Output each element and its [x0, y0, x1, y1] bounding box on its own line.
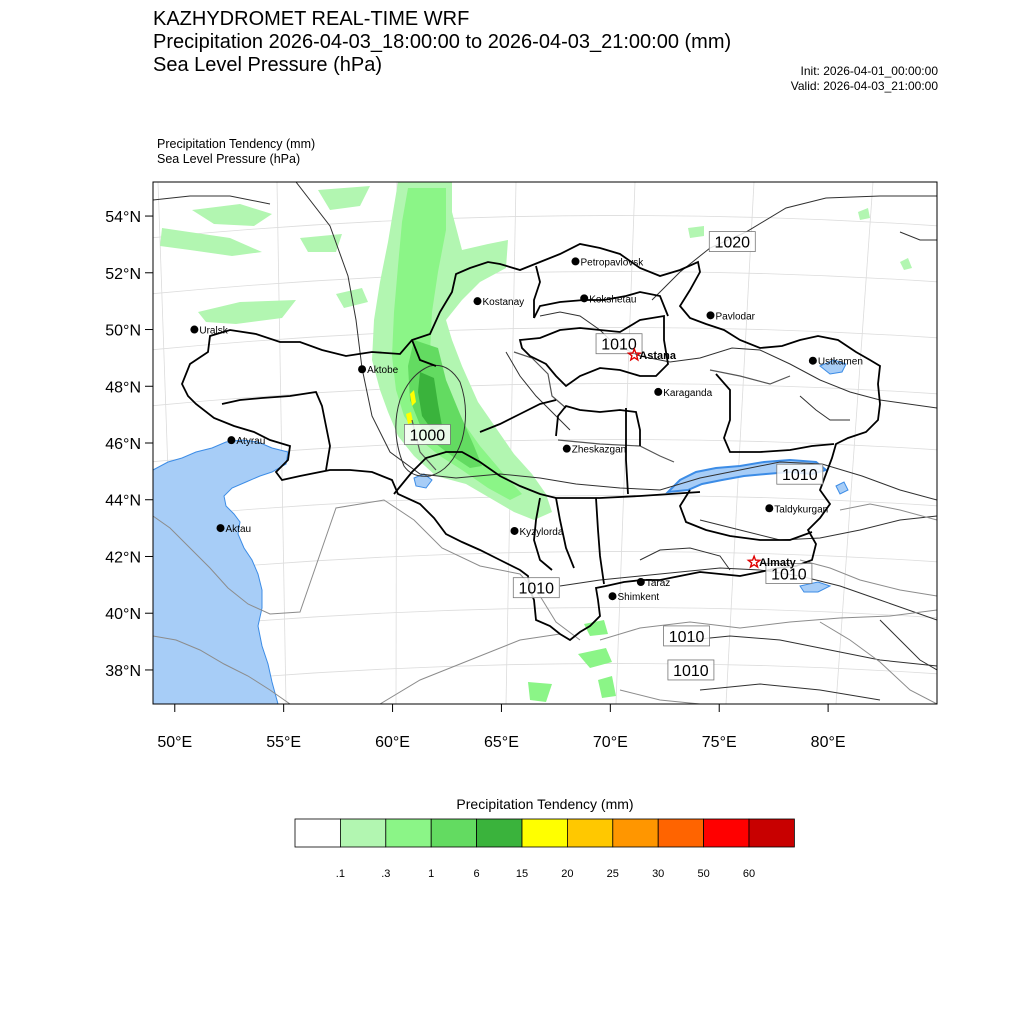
legend-label: 1 [428, 868, 435, 880]
legend-label: 60 [742, 868, 756, 880]
legend-swatch [567, 819, 612, 847]
lon-tick-label: 50°E [157, 734, 193, 751]
city-taldykurgan [765, 504, 828, 515]
city-name: Petropavlovsk [580, 257, 644, 269]
city-dot-icon [563, 445, 571, 453]
isobar-label: 1010 [771, 566, 807, 584]
lon-tick-label: 55°E [266, 734, 302, 751]
city-dot-icon [190, 326, 198, 334]
city-name: Taraz [645, 578, 671, 590]
city-dot-icon [571, 257, 579, 265]
legend-label: 6 [473, 868, 480, 880]
city-dot-icon [637, 578, 645, 586]
lat-tick-label: 42°N [105, 549, 141, 567]
legend-label: 50 [697, 868, 710, 880]
city-petropavlovsk [571, 257, 644, 268]
title-line-3: Sea Level Pressure (hPa) [153, 54, 383, 76]
city-dot-icon [511, 527, 519, 535]
city-dot-icon [358, 365, 366, 373]
city-name: Aktau [225, 524, 252, 536]
legend-title: Precipitation Tendency (mm) [456, 796, 634, 812]
lon-tick-label: 70°E [592, 734, 628, 751]
lat-tick-label: 40°N [105, 606, 141, 624]
legend-swatch [749, 819, 794, 847]
city-name: Uralsk [199, 325, 228, 337]
city-dot-icon [580, 294, 588, 302]
lat-tick-label: 48°N [105, 379, 141, 397]
city-dot-icon [227, 436, 235, 444]
lat-tick-label: 44°N [105, 492, 141, 510]
lat-tick-label: 46°N [105, 436, 141, 453]
city-ustkamen [809, 357, 863, 368]
map-area [150, 182, 940, 704]
city-name: Kostanay [482, 297, 525, 309]
lat-tick-label: 50°N [105, 322, 141, 340]
city-dot-icon [765, 504, 773, 512]
legend-swatch [613, 819, 658, 847]
lon-tick-label: 60°E [375, 734, 410, 751]
city-dot-icon [809, 357, 817, 365]
city-zheskazgan [563, 445, 626, 456]
city-name: Almaty [759, 557, 796, 570]
city-kokshetau [580, 294, 636, 305]
lat-tick-label: 54°N [105, 209, 141, 227]
title-line-1: KAZHYDROMET REAL-TIME WRF [153, 8, 470, 30]
isobar-label: 1010 [601, 336, 637, 354]
city-name: Kyzylorda [519, 526, 564, 538]
init-time: Init: 2026-04-01_00:00:00 [800, 64, 938, 78]
lon-tick-label: 75°E [701, 734, 737, 751]
city-name: Astana [639, 350, 676, 363]
city-name: Ustkamen [817, 356, 863, 368]
city-name: Atyrau [236, 436, 266, 448]
city-name: Pavlodar [715, 311, 755, 323]
city-dot-icon [217, 524, 225, 532]
city-dot-icon [473, 297, 481, 305]
lat-tick-label: 38°N [105, 662, 141, 680]
legend-swatch [431, 819, 476, 847]
isobar-label: 1010 [782, 467, 818, 485]
lon-tick-label: 80°E [810, 734, 846, 751]
legend-label: 20 [561, 868, 574, 880]
legend-label: 15 [515, 868, 529, 880]
isobar-label: 1020 [714, 234, 751, 252]
legend-swatch [386, 819, 431, 847]
legend-bar [295, 819, 794, 880]
isobar-label: 1010 [668, 628, 705, 646]
title-line-2: Precipitation 2026-04-03_18:00:00 to 2026-04-03_21:00:00 (mm) [153, 31, 732, 53]
legend-swatch [704, 819, 749, 847]
legend-swatch [340, 819, 385, 847]
lat-tick-label: 52°N [105, 265, 141, 283]
legend-swatch [522, 819, 567, 847]
legend-label: 25 [606, 868, 619, 880]
city-karaganda [654, 388, 712, 399]
field-line-2: Sea Level Pressure (hPa) [157, 152, 301, 166]
legend-swatch [295, 819, 340, 847]
city-name: Kokshetau [589, 294, 637, 306]
lon-tick-label: 65°E [484, 734, 519, 751]
city-dot-icon [609, 592, 617, 600]
city-name: Shimkent [617, 592, 660, 604]
city-dot-icon [654, 388, 662, 396]
isobar-label: 1000 [409, 427, 446, 445]
isobar-label: 1010 [673, 662, 709, 680]
city-dot-icon [707, 311, 715, 319]
legend-label: .1 [335, 868, 345, 880]
legend-label: 30 [652, 868, 665, 880]
legend-swatch [658, 819, 703, 847]
city-name: Karaganda [663, 387, 713, 399]
legend-label: .3 [381, 868, 391, 880]
field-line-1: Precipitation Tendency (mm) [157, 137, 316, 151]
city-name: Aktobe [367, 365, 399, 377]
valid-time: Valid: 2026-04-03_21:00:00 [790, 79, 938, 93]
city-name: Zheskazgan [571, 444, 627, 456]
isobar-label: 1010 [518, 580, 555, 598]
city-name: Taldykurgan [774, 504, 829, 516]
legend-swatch [477, 819, 522, 847]
